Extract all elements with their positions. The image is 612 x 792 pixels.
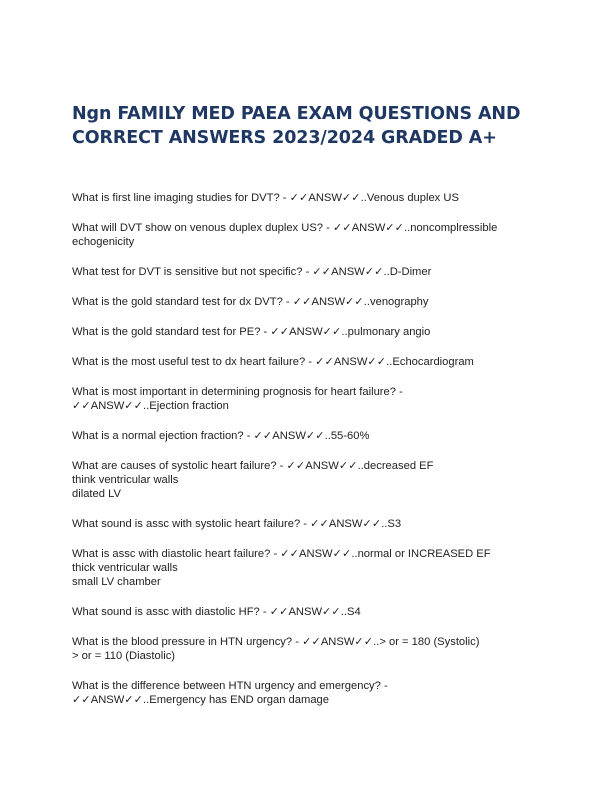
qa-item: What is assc with diastolic heart failure? - ✓✓ANSW✓✓..normal or INCREASED EF thick ventricular walls small LV chamber: [72, 548, 491, 588]
qa-item: What is most important in determining prognosis for heart failure? - ✓✓ANSW✓✓..Ejection fraction: [72, 386, 403, 412]
qa-item: What sound is assc with diastolic HF? - ✓✓ANSW✓✓..S4: [72, 606, 361, 618]
qa-item: What is the gold standard test for PE? - ✓✓ANSW✓✓..pulmonary angio: [72, 326, 431, 338]
qa-item: What will DVT show on venous duplex duplex US? - ✓✓ANSW✓✓..noncomplressible echogenicity: [72, 222, 501, 248]
qa-item: What sound is assc with systolic heart failure? - ✓✓ANSW✓✓..S3: [72, 518, 402, 530]
qa-item: What is first line imaging studies for DVT? - ✓✓ANSW✓✓..Venous duplex US: [72, 192, 459, 204]
document-title: Ngn FAMILY MED PAEA EXAM QUESTIONS AND CORRECT ANSWERS 2023/2024 GRADED A+: [72, 104, 521, 148]
qa-item: What are causes of systolic heart failure? - ✓✓ANSW✓✓..decreased EF think ventricular walls dilated LV: [72, 460, 434, 500]
qa-item: What is a normal ejection fraction? - ✓✓ANSW✓✓..55-60%: [72, 430, 370, 442]
qa-item: What test for DVT is sensitive but not specific? - ✓✓ANSW✓✓..D-Dimer: [72, 266, 432, 278]
qa-item: What is the gold standard test for dx DVT? - ✓✓ANSW✓✓..venography: [72, 296, 429, 308]
qa-item: What is the blood pressure in HTN urgency? - ✓✓ANSW✓✓..> or = 180 (Systolic) > or = 110 (Diastolic): [72, 636, 480, 662]
qa-item: What is the difference between HTN urgency and emergency? - ✓✓ANSW✓✓..Emergency has END organ damage: [72, 680, 388, 706]
qa-list: [72, 191, 542, 707]
qa-item: What is the most useful test to dx heart failure? - ✓✓ANSW✓✓..Echocardiogram: [72, 356, 474, 368]
